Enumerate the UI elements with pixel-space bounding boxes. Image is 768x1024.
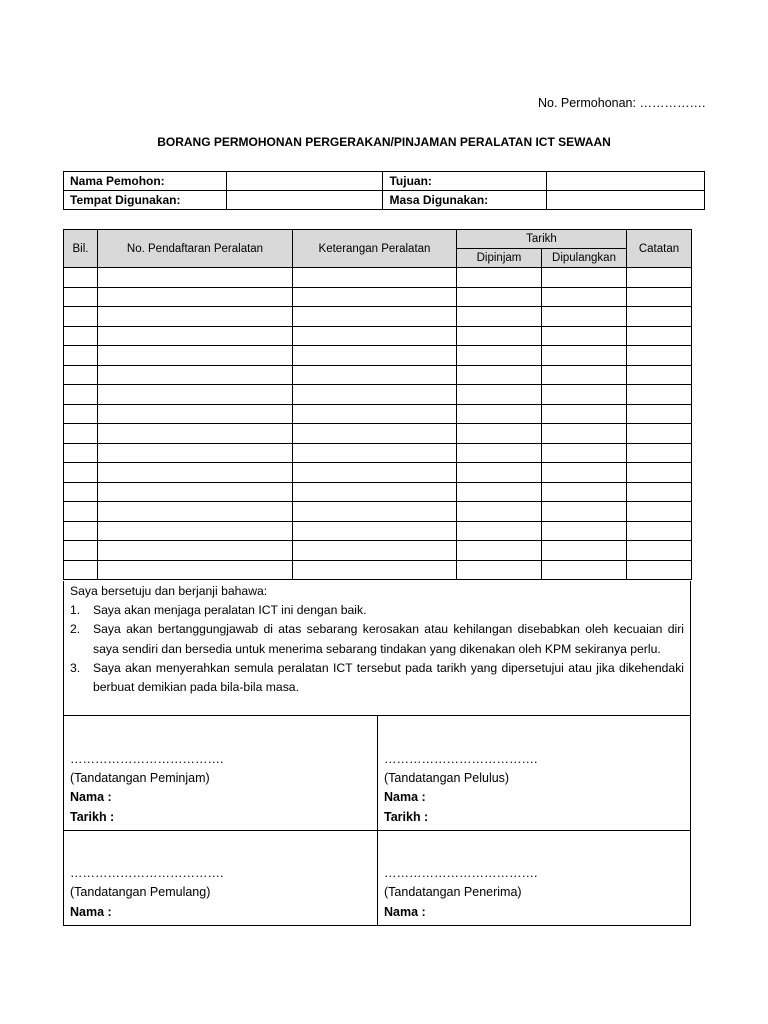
bil-cell[interactable] (64, 404, 98, 424)
catatan-cell[interactable] (627, 385, 692, 405)
no-pendaftaran-cell[interactable] (98, 424, 293, 444)
no-pendaftaran-cell[interactable] (98, 385, 293, 405)
bil-cell[interactable] (64, 326, 98, 346)
table-row (64, 521, 692, 541)
bil-cell[interactable] (64, 521, 98, 541)
table-row (64, 307, 692, 327)
table-row (64, 287, 692, 307)
col-no-pendaftaran-header: No. Pendaftaran Peralatan (98, 230, 293, 268)
no-pendaftaran-cell[interactable] (98, 541, 293, 561)
dipulangkan-cell[interactable] (542, 326, 627, 346)
agreement-item: 1. Saya akan menjaga peralatan ICT ini dengan baik. (70, 603, 367, 617)
no-pendaftaran-cell[interactable] (98, 346, 293, 366)
agreement-section (63, 581, 691, 716)
nama-label: Nama : (70, 790, 112, 805)
table-row (64, 560, 692, 580)
catatan-cell[interactable] (627, 424, 692, 444)
no-pendaftaran-cell[interactable] (98, 443, 293, 463)
table-row (64, 346, 692, 366)
no-pendaftaran-cell[interactable] (98, 482, 293, 502)
table-row (64, 482, 692, 502)
dipinjam-cell[interactable] (457, 326, 542, 346)
catatan-cell[interactable] (627, 404, 692, 424)
signature-peminjam[interactable] (63, 715, 378, 831)
table-row (64, 424, 692, 444)
table-row (64, 443, 692, 463)
dipinjam-cell[interactable] (457, 404, 542, 424)
nama-label: Nama : (70, 904, 112, 919)
dipulangkan-cell[interactable] (542, 482, 627, 502)
col-bil-header: Bil. (64, 230, 98, 268)
signature-penerima-label: (Tandatangan Penerima) (384, 885, 522, 900)
table-row (64, 404, 692, 424)
col-dipinjam-header: Dipinjam (457, 249, 542, 268)
applicant-info-table (63, 171, 705, 210)
keterangan-cell[interactable] (293, 482, 457, 502)
signature-line: ………………………………. (70, 866, 224, 881)
tempat-digunakan-label: Tempat Digunakan: (64, 191, 227, 210)
dipulangkan-cell[interactable] (542, 424, 627, 444)
keterangan-cell[interactable] (293, 541, 457, 561)
keterangan-cell[interactable] (293, 287, 457, 307)
no-pendaftaran-cell[interactable] (98, 268, 293, 288)
bil-cell[interactable] (64, 346, 98, 366)
dipulangkan-cell[interactable] (542, 287, 627, 307)
col-dipulangkan-header: Dipulangkan (542, 249, 627, 268)
nama-pemohon-label: Nama Pemohon: (64, 172, 227, 191)
signature-penerima[interactable] (377, 830, 691, 926)
signature-line: ………………………………. (384, 866, 538, 881)
no-pendaftaran-cell[interactable] (98, 502, 293, 522)
tarikh-label: Tarikh : (384, 809, 429, 824)
bil-cell[interactable] (64, 560, 98, 580)
bil-cell[interactable] (64, 463, 98, 483)
keterangan-cell[interactable] (293, 502, 457, 522)
signature-peminjam-label: (Tandatangan Peminjam) (70, 771, 210, 786)
keterangan-cell[interactable] (293, 404, 457, 424)
dipulangkan-cell[interactable] (542, 521, 627, 541)
keterangan-cell[interactable] (293, 326, 457, 346)
signature-line: ………………………………. (384, 751, 538, 766)
dipinjam-cell[interactable] (457, 365, 542, 385)
keterangan-cell[interactable] (293, 268, 457, 288)
dipinjam-cell[interactable] (457, 502, 542, 522)
table-row (64, 385, 692, 405)
equipment-rows (64, 268, 692, 580)
dipulangkan-cell[interactable] (542, 502, 627, 522)
dipulangkan-cell[interactable] (542, 307, 627, 327)
bil-cell[interactable] (64, 385, 98, 405)
agreement-item: 2. Saya akan bertanggungjawab di atas sebarang kerosakan atau kehilangan disebabkan oleh kecuaian diri saya sendiri dan bersedia untuk menerima sebarang tindakan yang dikenakan oleh KPM sekiranya perlu. (70, 622, 684, 656)
catatan-cell[interactable] (627, 521, 692, 541)
table-row (64, 365, 692, 385)
bil-cell[interactable] (64, 443, 98, 463)
agreement-item: 3. Saya akan menyerahkan semula peralatan ICT tersebut pada tarikh yang dipersetujui atau jika dikehendaki berbuat demikian pada bila-bila masa. (70, 660, 684, 695)
agreement-intro: Saya bersetuju dan berjanji bahawa: (70, 584, 268, 598)
application-number: No. Permohonan: ……………. (538, 96, 706, 110)
bil-cell[interactable] (64, 268, 98, 288)
dipinjam-cell[interactable] (457, 287, 542, 307)
catatan-cell[interactable] (627, 443, 692, 463)
no-pendaftaran-cell[interactable] (98, 326, 293, 346)
catatan-cell[interactable] (627, 541, 692, 561)
table-row (64, 268, 692, 288)
dipulangkan-cell[interactable] (542, 541, 627, 561)
tujuan-label: Tujuan: (383, 172, 547, 191)
keterangan-cell[interactable] (293, 307, 457, 327)
masa-digunakan-field[interactable] (547, 191, 705, 210)
catatan-cell[interactable] (627, 560, 692, 580)
dipulangkan-cell[interactable] (542, 463, 627, 483)
no-pendaftaran-cell[interactable] (98, 560, 293, 580)
no-pendaftaran-cell[interactable] (98, 365, 293, 385)
table-row (64, 326, 692, 346)
form-title: BORANG PERMOHONAN PERGERAKAN/PINJAMAN PERALATAN ICT SEWAAN (157, 135, 611, 149)
nama-label: Nama : (384, 904, 426, 919)
no-pendaftaran-cell[interactable] (98, 404, 293, 424)
dipulangkan-cell[interactable] (542, 365, 627, 385)
keterangan-cell[interactable] (293, 424, 457, 444)
keterangan-cell[interactable] (293, 346, 457, 366)
table-row (64, 463, 692, 483)
nama-pemohon-field[interactable] (226, 172, 383, 191)
signature-pemulang[interactable] (63, 830, 378, 926)
keterangan-cell[interactable] (293, 463, 457, 483)
table-row (64, 502, 692, 522)
catatan-cell[interactable] (627, 326, 692, 346)
no-pendaftaran-cell[interactable] (98, 521, 293, 541)
dipulangkan-cell[interactable] (542, 443, 627, 463)
dipinjam-cell[interactable] (457, 463, 542, 483)
dipinjam-cell[interactable] (457, 346, 542, 366)
keterangan-cell[interactable] (293, 365, 457, 385)
bil-cell[interactable] (64, 482, 98, 502)
dipulangkan-cell[interactable] (542, 385, 627, 405)
dipulangkan-cell[interactable] (542, 560, 627, 580)
dipinjam-cell[interactable] (457, 541, 542, 561)
signature-line: ………………………………. (70, 751, 224, 766)
col-catatan-header: Catatan (627, 230, 692, 268)
catatan-cell[interactable] (627, 482, 692, 502)
catatan-cell[interactable] (627, 307, 692, 327)
dipinjam-cell[interactable] (457, 268, 542, 288)
dipulangkan-cell[interactable] (542, 268, 627, 288)
signature-pelulus-label: (Tandatangan Pelulus) (384, 771, 510, 786)
signature-pemulang-label: (Tandatangan Pemulang) (70, 885, 211, 900)
bil-cell[interactable] (64, 541, 98, 561)
table-row (64, 541, 692, 561)
no-pendaftaran-cell[interactable] (98, 307, 293, 327)
keterangan-cell[interactable] (293, 521, 457, 541)
catatan-cell[interactable] (627, 365, 692, 385)
keterangan-cell[interactable] (293, 385, 457, 405)
keterangan-cell[interactable] (293, 560, 457, 580)
bil-cell[interactable] (64, 424, 98, 444)
bil-cell[interactable] (64, 287, 98, 307)
catatan-cell[interactable] (627, 287, 692, 307)
col-tarikh-header: Tarikh (457, 230, 627, 249)
dipulangkan-cell[interactable] (542, 346, 627, 366)
agreement-list (70, 601, 684, 697)
catatan-cell[interactable] (627, 502, 692, 522)
signature-pelulus[interactable] (377, 715, 691, 831)
dipinjam-cell[interactable] (457, 424, 542, 444)
no-pendaftaran-cell[interactable] (98, 463, 293, 483)
dipinjam-cell[interactable] (457, 385, 542, 405)
dipinjam-cell[interactable] (457, 560, 542, 580)
dipinjam-cell[interactable] (457, 482, 542, 502)
tempat-digunakan-field[interactable] (226, 191, 383, 210)
dipulangkan-cell[interactable] (542, 404, 627, 424)
bil-cell[interactable] (64, 365, 98, 385)
catatan-cell[interactable] (627, 346, 692, 366)
dipinjam-cell[interactable] (457, 307, 542, 327)
col-keterangan-header: Keterangan Peralatan (293, 230, 457, 268)
keterangan-cell[interactable] (293, 443, 457, 463)
equipment-table (63, 229, 692, 580)
tarikh-label: Tarikh : (70, 809, 115, 824)
dipinjam-cell[interactable] (457, 521, 542, 541)
nama-label: Nama : (384, 790, 426, 805)
no-pendaftaran-cell[interactable] (98, 287, 293, 307)
catatan-cell[interactable] (627, 463, 692, 483)
catatan-cell[interactable] (627, 268, 692, 288)
tujuan-field[interactable] (547, 172, 705, 191)
masa-digunakan-label: Masa Digunakan: (383, 191, 547, 210)
bil-cell[interactable] (64, 502, 98, 522)
bil-cell[interactable] (64, 307, 98, 327)
dipinjam-cell[interactable] (457, 443, 542, 463)
